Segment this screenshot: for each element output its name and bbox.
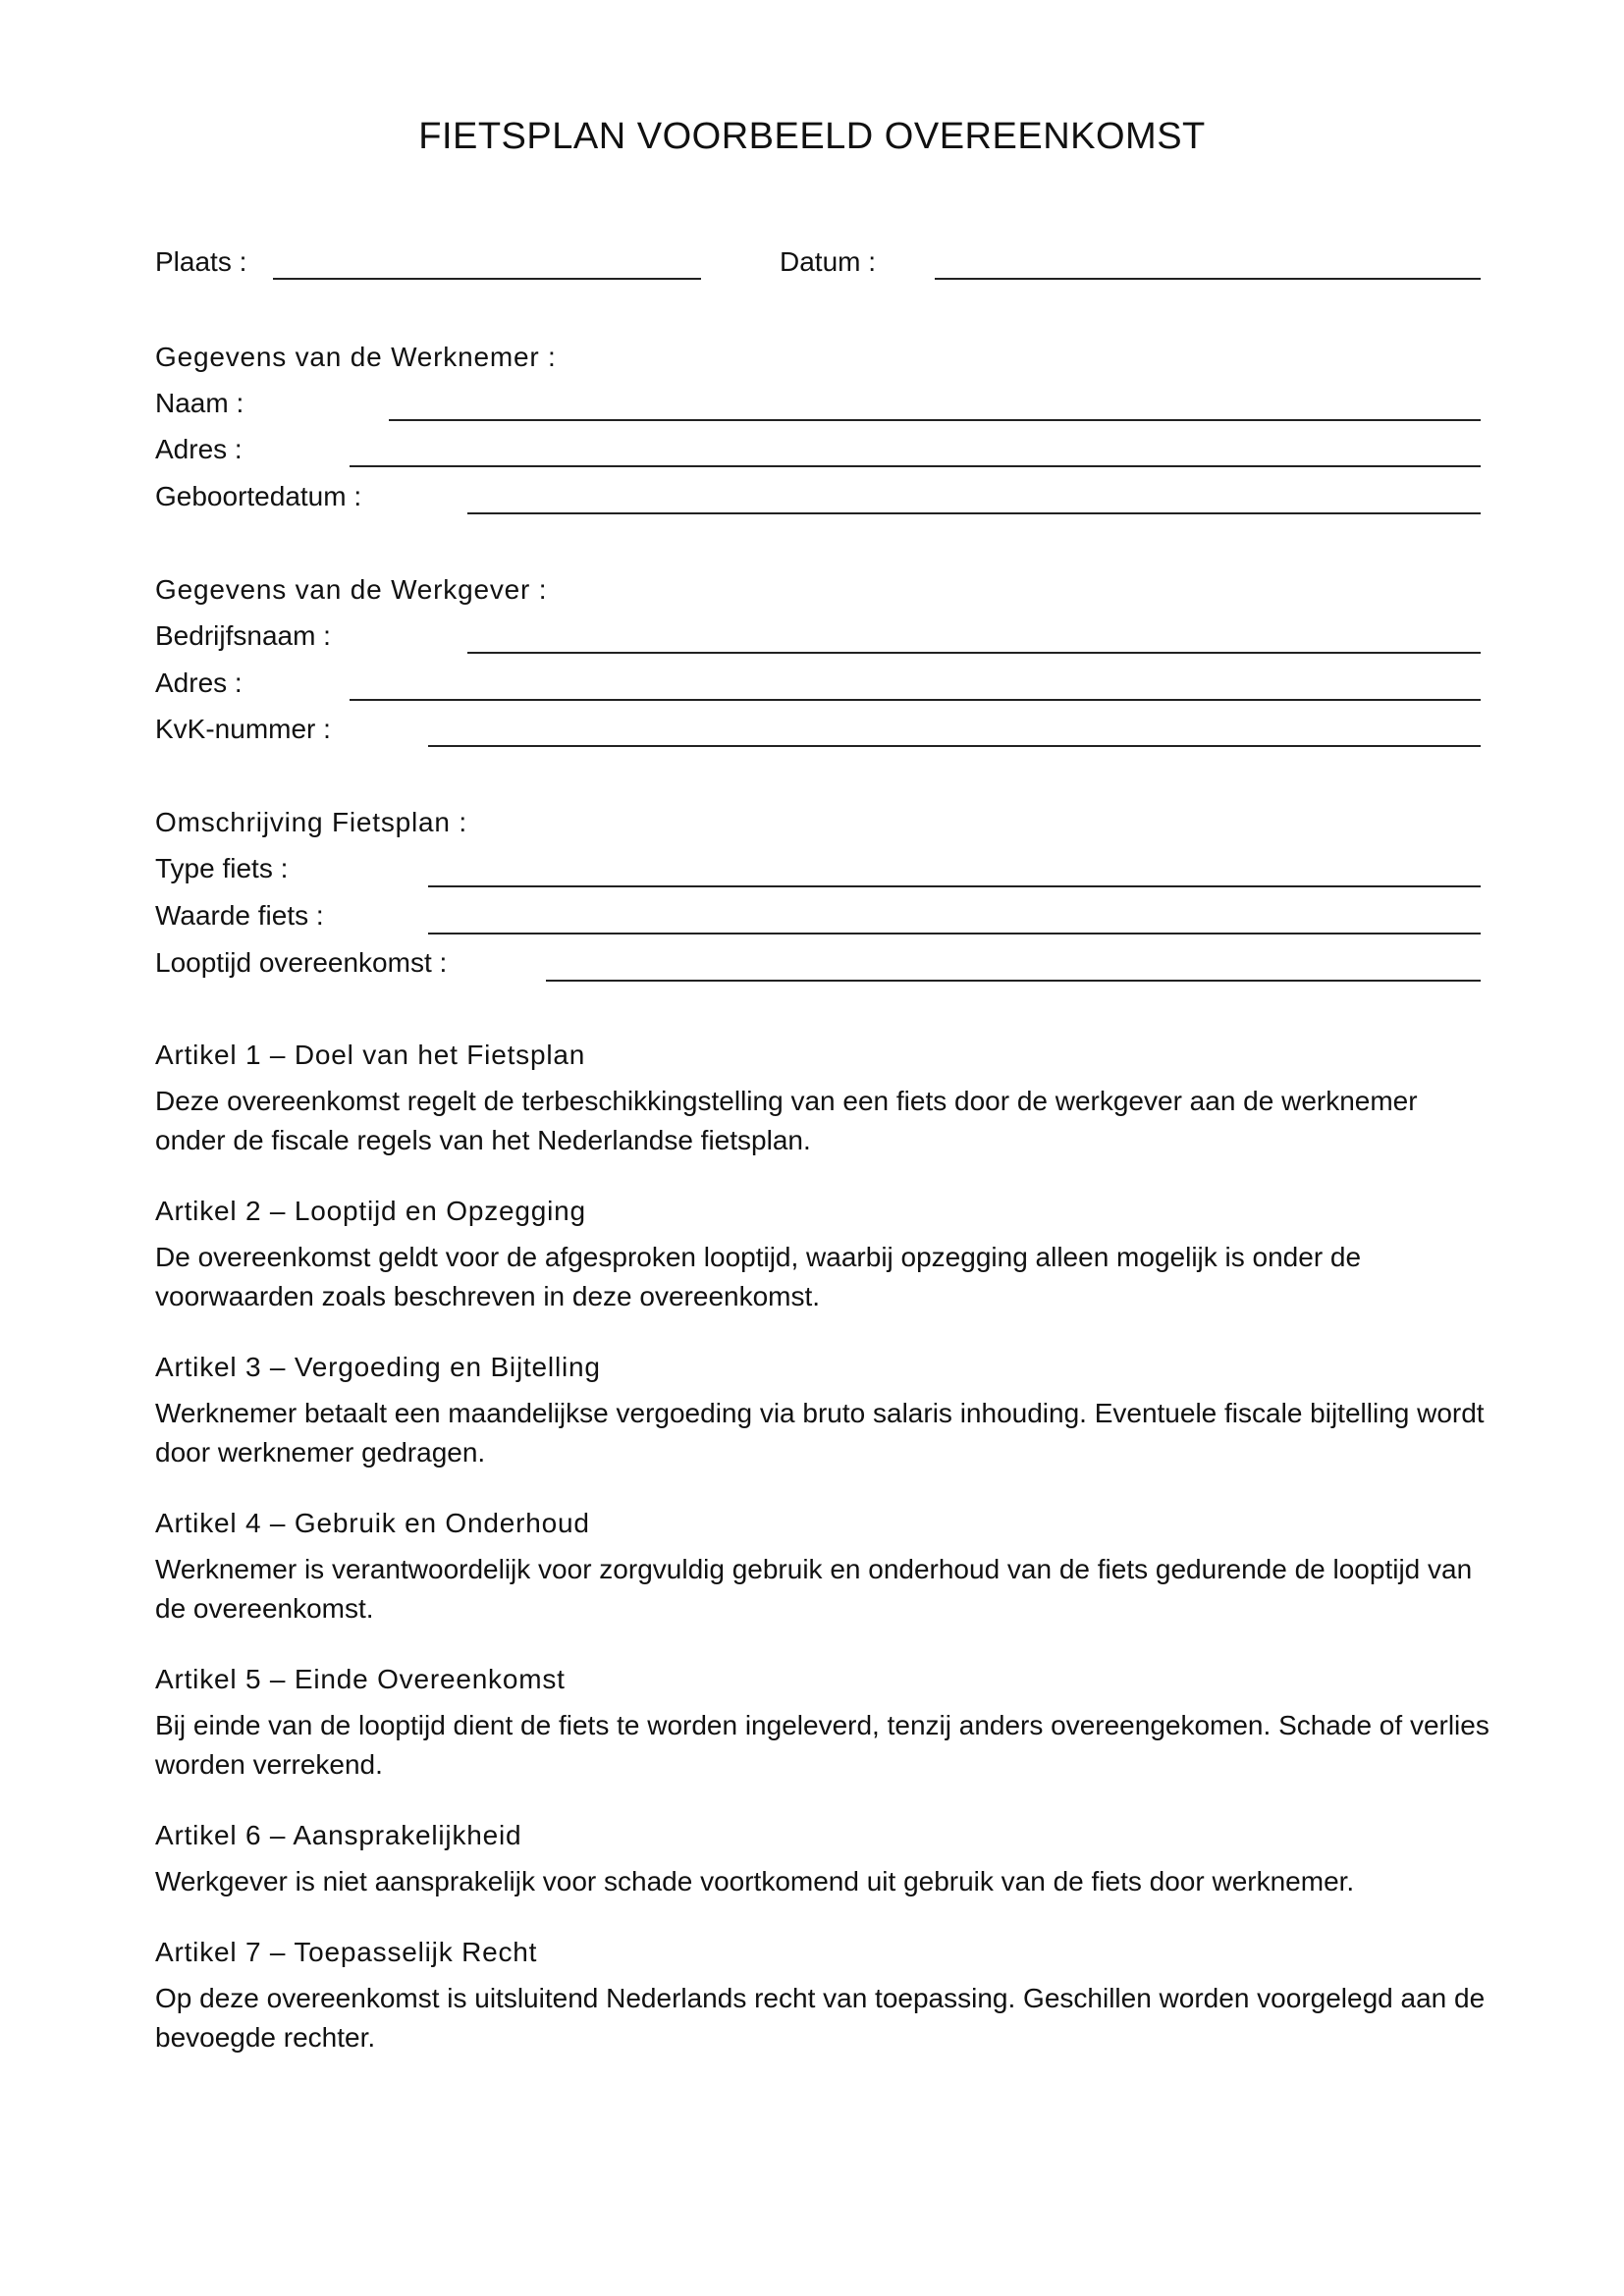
article-1 [155,1039,1490,1160]
article-5 [155,1663,1490,1785]
article-3 [155,1351,1490,1472]
employer-address-input-line[interactable] [350,699,1481,701]
bike-type-label: Type fiets : [155,853,289,883]
employee-address-input-line[interactable] [350,465,1481,467]
article-heading: Artikel 7 – Toepasselijk Recht [155,1937,538,1967]
employee-name-label: Naam : [155,388,244,418]
bike-plan-section-heading: Omschrijving Fietsplan : [155,807,467,837]
article-6 [155,1819,1490,1901]
article-text: Bij einde van de looptijd dient de fiets te worden ingeleverd, tenzij anders overeengekomen. Schade of verlies worden verrekend. [155,1710,1489,1780]
bike-value-input-line[interactable] [428,933,1481,934]
article-text: Op deze overeenkomst is uitsluitend Nederlands recht van toepassing. Geschillen worden voorgelegd aan de bevoegde rechter. [155,1983,1486,2053]
employer-address-label: Adres : [155,667,243,698]
place-label: Plaats : [155,246,247,277]
article-text: Deze overeenkomst regelt de terbeschikkingstelling van een fiets door de werkgever aan de werknemer onder de fiscale regels van het Nederlandse fietsplan. [155,1086,1418,1155]
article-heading: Artikel 2 – Looptijd en Opzegging [155,1196,586,1226]
bike-type-input-line[interactable] [428,885,1481,887]
place-input-line[interactable] [273,278,701,280]
article-heading: Artikel 5 – Einde Overeenkomst [155,1664,566,1694]
article-text: Werknemer betaalt een maandelijkse vergoeding via bruto salaris inhouding. Eventuele fiscale bijtelling wordt door werknemer gedragen. [155,1398,1485,1468]
agreement-term-label: Looptijd overeenkomst : [155,947,448,978]
article-heading: Artikel 4 – Gebruik en Onderhoud [155,1508,590,1538]
employer-company-input-line[interactable] [467,652,1481,654]
article-4 [155,1507,1490,1629]
date-input-line[interactable] [935,278,1481,280]
article-heading: Artikel 1 – Doel van het Fietsplan [155,1040,586,1070]
article-text: De overeenkomst geldt voor de afgesproken looptijd, waarbij opzegging alleen mogelijk is onder de voorwaarden zoals beschreven in deze overeenkomst. [155,1242,1362,1311]
article-7 [155,1936,1490,2057]
document-title: FIETSPLAN VOORBEELD OVEREENKOMST [418,116,1206,157]
article-heading: Artikel 6 – Aansprakelijkheid [155,1820,522,1850]
bike-value-label: Waarde fiets : [155,900,324,931]
article-2 [155,1195,1490,1316]
agreement-term-input-line[interactable] [546,980,1481,982]
employee-birthdate-input-line[interactable] [467,512,1481,514]
employer-kvk-input-line[interactable] [428,745,1481,747]
employer-kvk-label: KvK-nummer : [155,714,331,744]
article-heading: Artikel 3 – Vergoeding en Bijtelling [155,1352,601,1382]
date-label: Datum : [780,246,877,277]
article-text: Werknemer is verantwoordelijk voor zorgvuldig gebruik en onderhoud van de fiets gedurende de looptijd van de overeenkomst. [155,1554,1473,1624]
employer-section-heading: Gegevens van de Werkgever : [155,574,548,605]
employee-address-label: Adres : [155,434,243,464]
employer-company-label: Bedrijfsnaam : [155,620,331,651]
article-text: Werkgever is niet aansprakelijk voor schade voortkomend uit gebruik van de fiets door werknemer. [155,1866,1355,1896]
employee-name-input-line[interactable] [389,419,1481,421]
employee-birthdate-label: Geboortedatum : [155,481,362,511]
employee-section-heading: Gegevens van de Werknemer : [155,342,557,372]
